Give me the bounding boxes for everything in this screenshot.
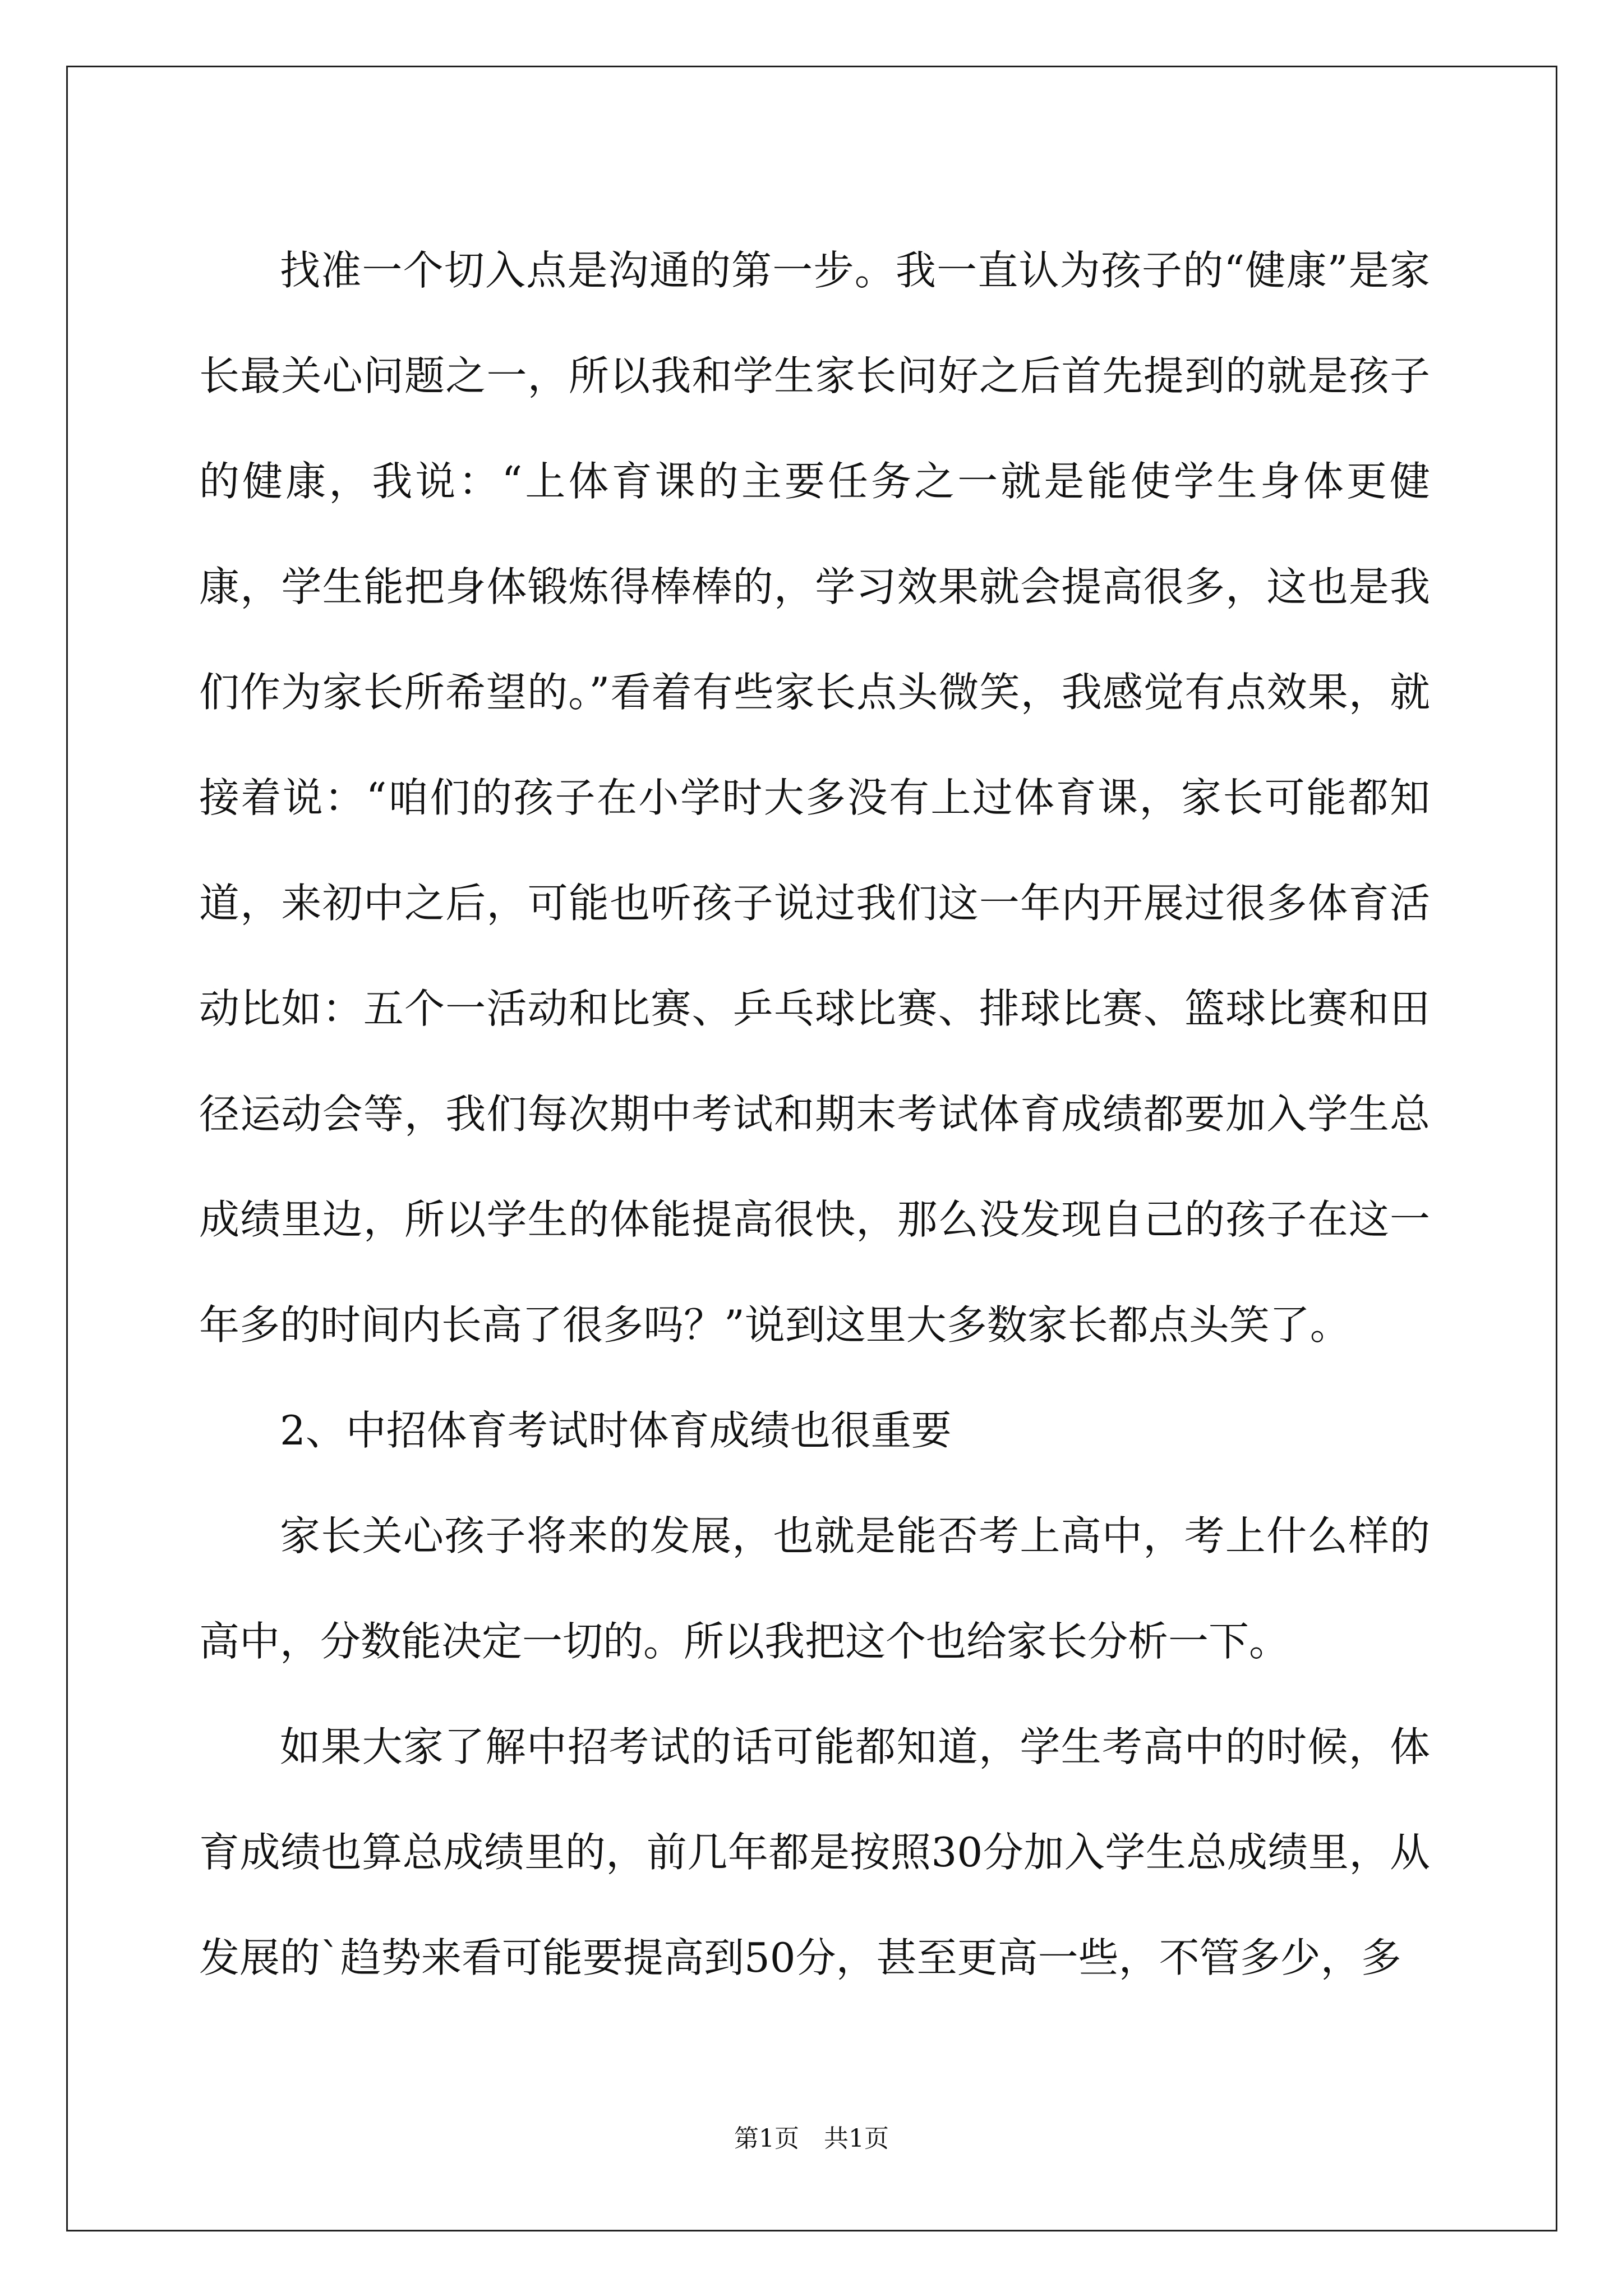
- paragraph-2-heading: 2、中招体育考试时体育成绩也很重要: [280, 1407, 952, 1454]
- page-footer: 第1页 共1页: [734, 2124, 889, 2153]
- paragraph-4: 如果大家了解中招考试的话可能都知道，学生考高中的时候，体育成绩也算总成绩里的，前几年都是按照30分加入学生总成绩里，从发展的`趋势来看可能要提高到50分，甚至更高一些，不管多少，多: [199, 1723, 1430, 1981]
- paragraph-1: 找准一个切入点是沟通的第一步。我一直认为孩子的“健康”是家长最关心问题之一，所以我和学生家长问好之后首先提到的就是孩子的健康，我说：“上体育课的主要任务之一就是能使学生身体更健康，学生能把身体锻炼得棒棒的，学习效果就会提高很多，这也是我们作为家长所希望的。”看着有些家长点头微笑，我感觉有点效果，就接着说：“咱们的孩子在小学时大多没有上过体育课，家长可能都知道，来初中之后，可能也听孩子说过我们这一年内开展过很多体育活动比如：五个一活动和比赛、乒乓球比赛、排球比赛、篮球比赛和田径运动会等，我们每次期中考试和期末考试体育成绩都要加入学生总成绩里边，所以学生的体能提高很快，那么没发现自己的孩子在这一年多的时间内长高了很多吗？”说到这里大多数家长都点头笑了。: [199, 247, 1430, 1349]
- document-body: [199, 218, 1430, 2010]
- paragraph-3: 家长关心孩子将来的发展，也就是能否考上高中，考上什么样的高中，分数能决定一切的。所以我把这个也给家长分析一下。: [199, 1512, 1430, 1665]
